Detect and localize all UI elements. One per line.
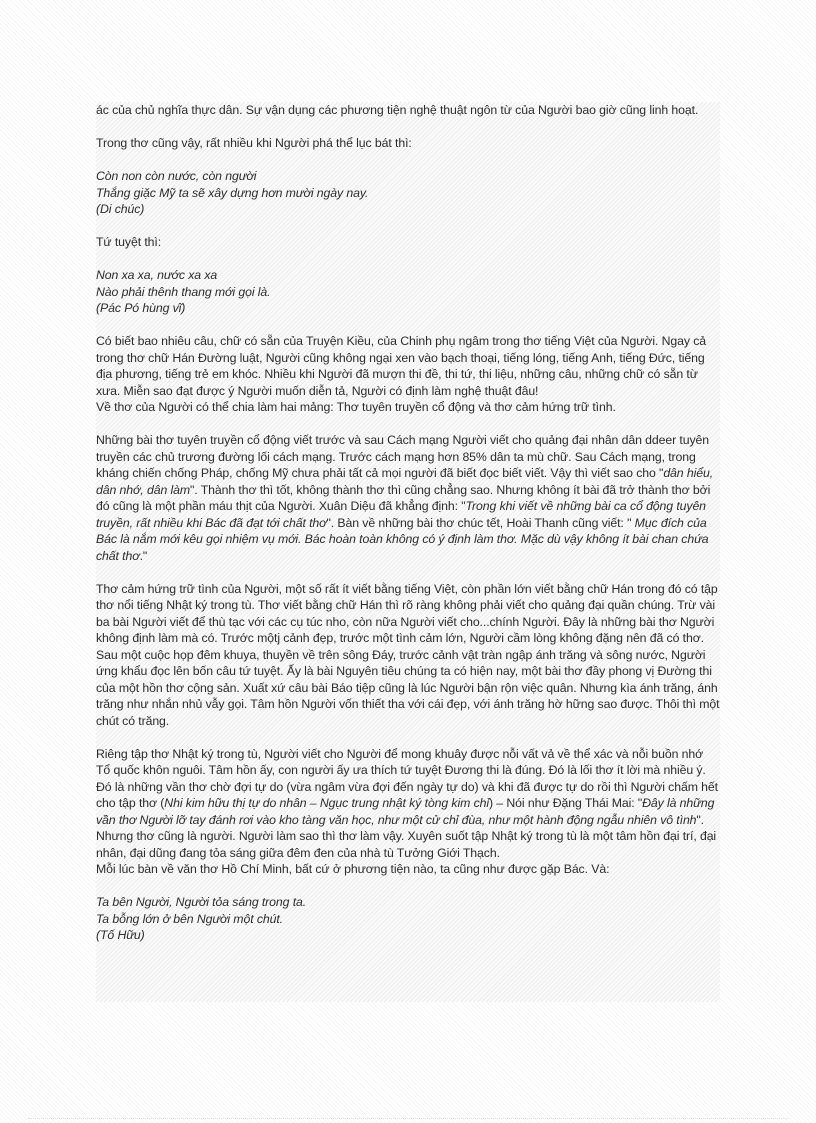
text-run: ". Thành thơ thì tốt, không thành thơ thì cũng chẳng sao. Nhưng không ít bài đã trở thành thơ bởi đó cũng là một phần máu thịt của Người. Xuân Diệu đã khẳng định: "	[96, 482, 711, 513]
poem-to-huu	[96, 894, 720, 944]
text-run: ". Nhưng thơ cũng là người. Người làm sao thì thơ làm vậy. Xuyên suốt tập Nhật ký trong tù là một tâm hồn đại trí, đại nhân, đại dũng đang tỏa sáng giữa đêm đen của nhà tù Tưởng Giới Thạch.	[96, 812, 717, 860]
poem-line: Non xa xa, nước xa xa	[96, 268, 218, 282]
paragraph-luc-bat: Trong thơ cũng vậy, rất nhiều khi Người phá thể lục bát thì:	[96, 136, 412, 150]
poem-source: (Pác Pó hùng vĩ)	[96, 301, 186, 315]
paragraph-gap-bac: Mỗi lúc bàn về văn thơ Hồ Chí Minh, bất cứ ở phương tiện nào, ta cũng như được gặp Bác. Và:	[96, 862, 610, 876]
text-run: Những bài thơ tuyên truyền cổ động viết trước và sau Cách mạng Người viết cho quảng đại nhân dân ddeer tuyên truyền các chủ trương đường lối cách mạng. Trước cách mạng hơn 85% dân ta mù chữ. Sau Cách mạng, trong kháng chiến chống Pháp, chống Mỹ chưa phải tất cả mọi người đã biết đọc biết viết. Vậy thì viết sao cho "	[96, 433, 709, 480]
poem-line: Ta bỗng lớn ở bên Người một chút.	[96, 911, 283, 926]
text-run: ) – Nói như Đặng Thái Mai: "	[489, 796, 643, 810]
paragraph-tuyen-truyen	[96, 432, 720, 564]
poem-source: (Di chúc)	[96, 202, 145, 216]
text-run: ."	[139, 548, 148, 563]
quote-dan-hieu: dân hiểu, dân nhớ, dân làm	[96, 466, 714, 497]
paragraph-tru-tinh: Thơ cảm hứng trữ tình của Người, một số rất ít viết bằng tiếng Việt, còn phần lớn viết bằng chữ Hán trong đó có tập thơ nổi tiếng Nhật ký trong tù. Thơ viết bằng chữ Hán thì rõ ràng không phải viết cho quảng đại quần chúng. Trừ vài ba bài Người viết để thù tạc với các cụ túc nho, còn nữa Người viết cho...chính Người. Đây là những bài thơ Người không định làm mà có. Trước mộtj cảnh đẹp, trước một tình cảm lớn, Người cầm lòng không đặng nên đã có thơ. Sau một cuộc họp đêm khuya, thuyền về trên sông Đáy, trước cảnh vật tràn ngập ánh trăng và sông nước, Người ứng khẩu đọc lên bốn câu tứ tuyệt. Ấy là bài Nguyên tiêu chúng ta có hiện nay, một bài thơ đầy phong vị Đường thi của một hồn thơ cộng sản. Xuất xứ câu bài Báo tiệp cũng là lúc Người bận rộn việc quân. Nhưng kìa ánh trăng, ánh trăng như nhắn nhủ vẫy gọi. Tâm hồn Người vốn thiết tha với cái đẹp, với ánh trăng hờ hững sao được. Thôi thì một chút có trăng.	[96, 581, 720, 728]
paragraph-intro: ác của chủ nghĩa thực dân. Sự vận dụng các phương tiện nghệ thuật ngôn từ của Người bao giờ cũng linh hoạt.	[96, 103, 699, 117]
poem-line: Nào phải thênh thang mới gọi là.	[96, 284, 271, 299]
paragraph-truyen-kieu: Có biết bao nhiêu câu, chữ có sẵn của Truyện Kiều, của Chinh phụ ngâm trong thơ tiếng Việt của Người. Ngay cả trong thơ chữ Hán Đường luật, Người cũng không ngại xen vào bạch thoại, tiếng lóng, tiếng Anh, tiếng Đức, tiếng địa phương, tiếng trẻ em khóc. Nhiều khi Người đã mượn thi đề, thi tứ, thi liệu, những câu, những chữ có sẵn từ xưa. Miễn sao đạt được ý Người muốn diễn tả, Người có định làm nghệ thuật đâu!	[96, 334, 707, 398]
poem-source: (Tố Hữu)	[96, 928, 145, 942]
text-run: Riêng tập thơ Nhật ký trong tù, Người viết cho Người để mong khuây được nỗi vất vả về thể xác và nỗi buồn nhớ Tổ quốc khôn nguôi. Tâm hồn ấy, con người ấy ưa thích tứ tuyệt Đương thi là đúng. Đó là lối thơ ít lời mà nhiều ý. Đó là những vần thơ chờ đợi tự do (vừa ngâm vừa đợi đến ngày tự do) và khi đã được tự do rồi thì Người chấm hết cho tập thơ (	[96, 746, 718, 810]
text-run: ". Bàn về những bài thơ chúc tết, Hoài Thanh cũng viết: "	[326, 515, 632, 530]
poem-di-chuc	[96, 168, 720, 218]
quote-xuan-dieu: Trong khi viết về những bài ca cổ động tuyên truyền, rất nhiều khi Bác đã đạt tới chất thơ	[96, 499, 706, 530]
poem-line: Ta bên Người, Người tỏa sáng trong ta.	[96, 895, 307, 909]
poem-line: Còn non còn nước, còn người	[96, 169, 257, 183]
poem-line: Thắng giặc Mỹ ta sẽ xây dựng hơn mười ngày nay.	[96, 185, 369, 200]
quote-nhi-kim: Nhi kim hữu thị tự do nhân – Ngục trung nhật ký tòng kim chỉ	[164, 796, 489, 810]
article-body	[96, 102, 720, 960]
poem-pac-po	[96, 267, 720, 317]
paragraph-tu-tuyet: Tứ tuyệt thì:	[96, 235, 162, 249]
quote-dang-thai-mai: Đây là những vần thơ Người lỡ tay đánh rơi vào kho tàng văn học, như một cử chỉ đùa, như một hành động ngẫu nhiên vô tình	[96, 796, 715, 827]
page-bottom-divider	[28, 1118, 788, 1119]
quote-hoai-thanh: Mục đích của Bác là nắm mới kêu gọi nhiệm vụ mới. Bác hoàn toàn không có ý định làm thơ. Mặc dù vậy không ít bài chan chứa chất thơ	[96, 515, 709, 563]
paragraph-hai-mang: Về thơ của Người có thể chia làm hai mảng: Thơ tuyên truyền cổ động và thơ cảm hứng trữ tình.	[96, 400, 616, 414]
text-block	[96, 102, 720, 1002]
paragraph-nhat-ky	[96, 746, 720, 862]
